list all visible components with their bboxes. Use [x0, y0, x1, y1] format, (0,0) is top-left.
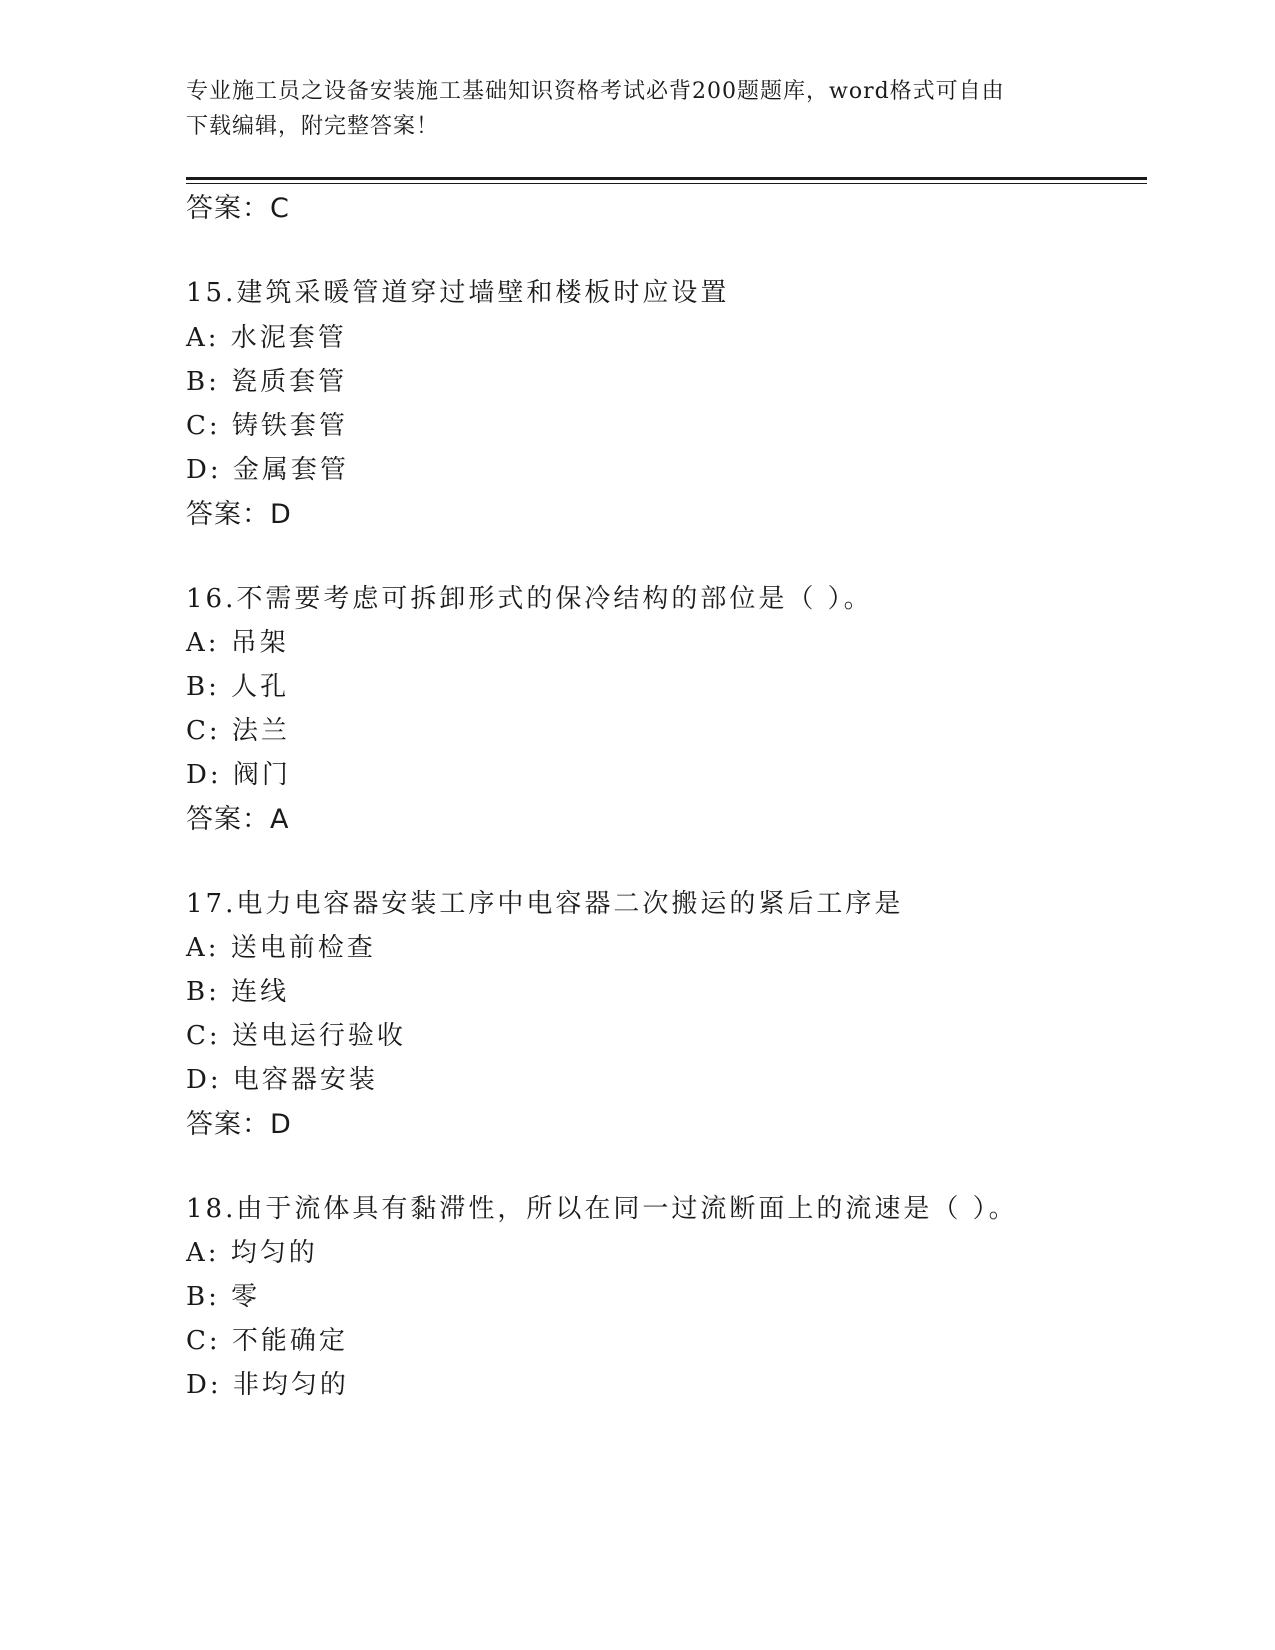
question-16-answer: 答案：A — [186, 804, 290, 835]
previous-answer: 答案：C — [186, 193, 290, 224]
header-divider-thin — [186, 183, 1147, 184]
question-15-option-b: B: 瓷质套管 — [186, 367, 348, 397]
question-15-answer: 答案：D — [186, 499, 292, 530]
question-16-option-d: D: 阀门 — [186, 760, 291, 790]
question-16-option-b: B: 人孔 — [186, 672, 290, 702]
question-16-option-a: A: 吊架 — [186, 628, 289, 658]
question-17-answer: 答案：D — [186, 1109, 292, 1140]
header-line-2: 下载编辑，附完整答案！ — [186, 114, 440, 139]
question-17-option-d: D: 电容器安装 — [186, 1065, 378, 1095]
question-15-option-c: C: 铸铁套管 — [186, 411, 348, 441]
question-16-stem: 16.不需要考虑可拆卸形式的保冷结构的部位是（ ）。 — [186, 584, 873, 614]
question-16-option-c: C: 法兰 — [186, 716, 290, 746]
document-header — [186, 74, 1066, 144]
question-18-option-a: A: 均匀的 — [186, 1238, 318, 1268]
header-line-1: 专业施工员之设备安装施工基础知识资格考试必背200题题库，word格式可自由 — [186, 79, 1005, 104]
question-17-option-b: B: 连线 — [186, 977, 290, 1007]
question-18-stem: 18.由于流体具有黏滞性，所以在同一过流断面上的流速是（ ）。 — [186, 1194, 1018, 1224]
question-18-option-d: D: 非均匀的 — [186, 1370, 349, 1400]
question-15-option-a: A: 水泥套管 — [186, 323, 347, 353]
question-17-stem: 17.电力电容器安装工序中电容器二次搬运的紧后工序是 — [186, 889, 904, 919]
question-15-stem: 15.建筑采暖管道穿过墙壁和楼板时应设置 — [186, 278, 730, 308]
question-18-option-c: C: 不能确定 — [186, 1326, 348, 1356]
question-17-option-c: C: 送电运行验收 — [186, 1021, 406, 1051]
question-18-option-b: B: 零 — [186, 1282, 261, 1312]
header-divider-thick — [186, 177, 1147, 180]
question-15-option-d: D: 金属套管 — [186, 455, 349, 485]
question-17-option-a: A: 送电前检查 — [186, 933, 376, 963]
